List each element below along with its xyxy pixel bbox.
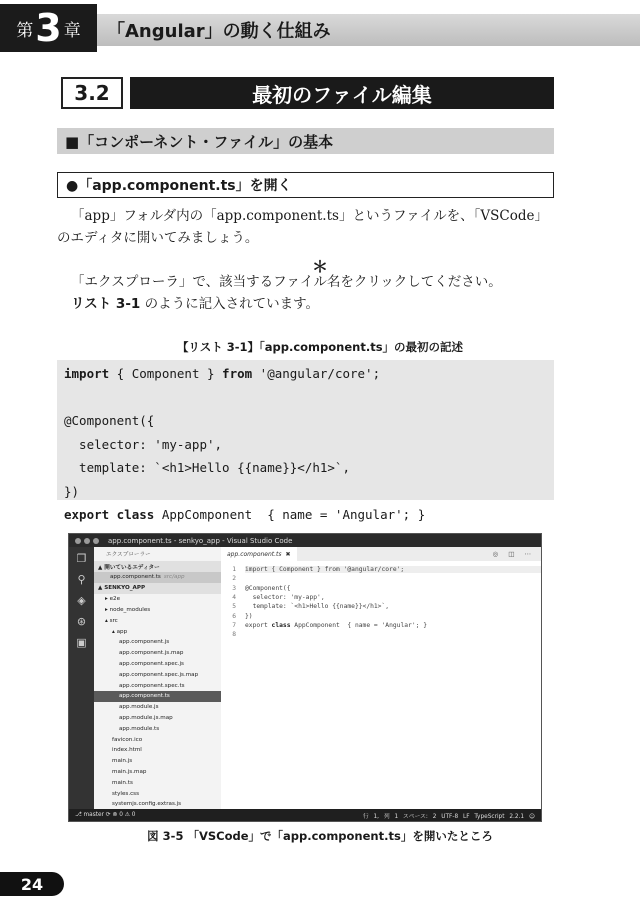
file-tree-item[interactable]: styles.css [112,790,140,797]
page-number: 24 [0,872,64,896]
asterisk-separator: ＊ [311,257,328,276]
line-number: 4 [232,594,236,602]
line-text: export class AppComponent { name = 'Angular'; } [245,621,427,629]
window-title: app.component.ts - senkyo_app - Visual Studio Code [108,536,293,545]
file-tree-item[interactable]: main.js [112,758,133,765]
source-control-icon[interactable]: ◈ [77,594,86,607]
code-line: template: `<h1>Hello {{name}}</h1>`, [64,460,350,475]
close-icon[interactable]: ✖ [285,550,291,558]
editor-line [221,593,541,602]
editor-line [221,574,541,583]
file-tree-item[interactable]: app.component.spec.js [119,660,184,667]
chapter-number: 3 [35,6,62,50]
extensions-icon[interactable]: ▣ [76,636,87,649]
editor-tabs [221,547,541,561]
file-tree-item[interactable]: systemjs.config.extras.js [112,801,182,808]
code-listing [57,360,554,522]
subsubsection-heading: ●「app.component.ts」を開く [57,172,554,198]
line-text: template: `<h1>Hello {{name}}</h1>`, [245,603,390,611]
status-right[interactable]: 行 1, 列 1 スペース: 2 UTF-8 LF TypeScript 2.2.1 ☺ [362,813,535,820]
editor-line [221,630,541,639]
line-number: 3 [232,584,236,592]
tab-app-component-ts[interactable]: app.component.ts ✖ [221,547,297,561]
file-tree-item[interactable]: app.component.spec.js.map [119,671,199,678]
code-line: import { Component } from '@angular/core'; [64,366,381,381]
code-line: selector: 'my-app', [64,436,223,452]
editor-line [221,584,541,593]
line-text: @Component({ [245,584,291,592]
file-tree-item[interactable]: main.js.map [112,768,147,775]
status-bar [69,809,541,821]
close-window-icon[interactable] [75,538,81,544]
code-line: @Component({ [64,413,155,428]
line-number: 8 [232,631,236,639]
line-number: 6 [232,612,236,620]
vscode-titlebar [69,534,541,547]
chapter-prefix: 第 [16,20,34,41]
code-editor[interactable] [221,561,541,639]
paragraph-3-text: のように記入されています。 [140,296,320,312]
paragraph-2: 「エクスプローラ」で、該当するファイル名をクリックしてください。 [71,274,502,290]
section-number: 3.2 [61,77,123,109]
editor-line [221,602,541,611]
section-title: 最初のファイル編集 [130,77,554,109]
editor-line [221,621,541,630]
file-tree [94,594,221,810]
file-tree-item[interactable]: app.module.ts [119,725,160,732]
explorer-icon[interactable]: ❐ [76,552,87,565]
file-tree-item[interactable]: app.module.js.map [119,714,173,721]
chapter-badge [0,4,97,52]
file-tree-item[interactable]: ▴ app [112,628,128,635]
project-group[interactable]: ▲ SENKYO_APP [94,583,221,594]
listing-reference: リスト 3-1 [71,296,141,312]
editor-line [221,565,541,574]
file-tree-item[interactable]: index.html [112,747,142,754]
listing-caption: 【リスト 3-1】「app.component.ts」の最初の記述 [176,340,464,354]
line-number: 1 [232,566,236,574]
file-tree-item[interactable]: ▸ e2e [105,596,121,603]
debug-icon[interactable]: ⊛ [76,615,87,628]
paragraph-3 [57,293,557,315]
open-editor-item[interactable]: app.component.ts src/app [94,572,221,583]
explorer-sidebar [94,547,221,809]
figure-caption: 図 3-5 「VSCode」で「app.component.ts」を開いたところ [147,829,493,843]
vscode-screenshot [68,533,542,822]
activity-bar [69,547,94,809]
maximize-window-icon[interactable] [93,538,99,544]
code-line: export class AppComponent { name = 'Angular'; } [64,507,426,522]
code-line [64,386,547,410]
line-number: 5 [232,603,236,611]
line-text: import { Component } from '@angular/core'; [245,566,541,573]
file-tree-item[interactable]: app.component.js.map [119,650,184,657]
search-icon[interactable]: ⚲ [77,573,86,586]
file-tree-item[interactable]: favicon.ico [112,736,143,743]
code-line: }) [64,483,80,499]
line-text: selector: 'my-app', [245,594,325,602]
chapter-title: 「Angular」の動く仕組み [97,14,640,46]
editor-tools[interactable]: ◎ ◫ ⋯ [492,550,535,558]
subsection-heading: ■「コンポーネント・ファイル」の基本 [57,128,554,154]
file-tree-item[interactable]: app.component.ts [94,691,221,702]
minimize-window-icon[interactable] [84,538,90,544]
line-number: 7 [232,621,236,629]
file-tree-item[interactable]: app.component.js [119,639,170,646]
chapter-suffix: 章 [63,20,81,41]
paragraph-1: 「app」フォルダ内の「app.component.ts」というファイルを、「VSCode」のエディタに開いてみましょう。 [57,208,549,246]
open-editors-group[interactable]: ▲ 開いているエディター [94,561,221,572]
line-number: 2 [232,575,236,583]
editor-line [221,611,541,620]
file-tree-item[interactable]: app.module.js [119,704,159,711]
file-tree-item[interactable]: app.component.spec.ts [119,682,185,689]
explorer-header: エクスプローラー [106,552,151,558]
line-text: }) [245,612,253,620]
editor-area [221,547,541,809]
file-tree-item[interactable]: ▸ node_modules [105,606,151,613]
status-left[interactable]: ⎇ master ⟳ ⊗ 0 ⚠ 0 [75,812,136,818]
file-tree-item[interactable]: ▴ src [105,617,118,624]
file-tree-item[interactable]: main.ts [112,779,133,786]
